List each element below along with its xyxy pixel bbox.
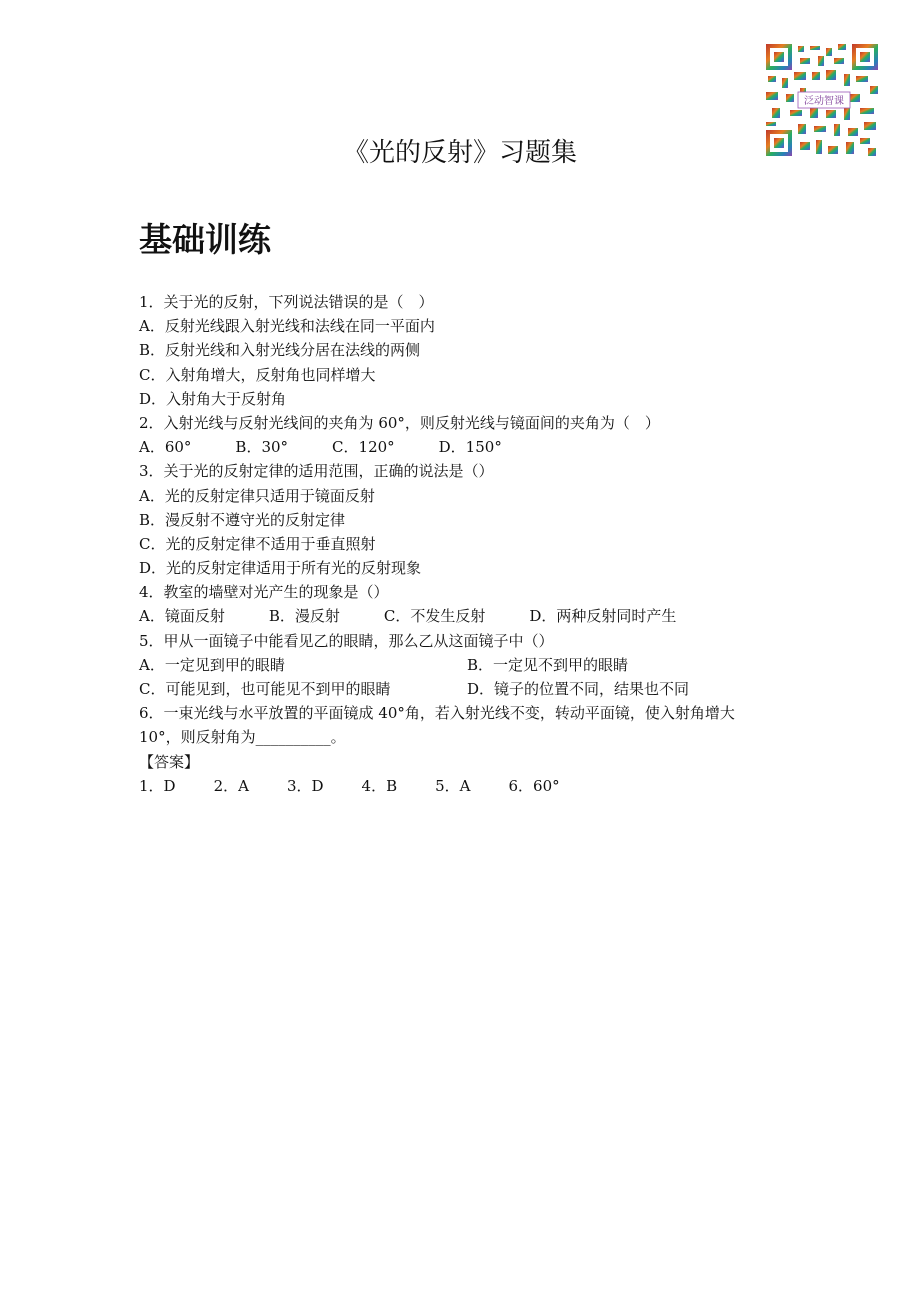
option: C．入射角增大，反射角也同样增大 (139, 365, 376, 384)
option: C．不发生反射 (383, 607, 486, 626)
answer-item: 6．60° (508, 776, 560, 795)
option: B．一定见不到甲的眼睛 (467, 655, 629, 674)
option: D．光的反射定律适用于所有光的反射现象 (139, 559, 422, 578)
option: B．反射光线和入射光线分居在法线的两侧 (139, 341, 421, 360)
option: B．漫反射不遵守光的反射定律 (139, 510, 346, 529)
question-stem: 3．关于光的反射定律的适用范围，正确的说法是（） (139, 462, 494, 481)
option-row (139, 653, 799, 677)
option: A．镜面反射 (139, 607, 225, 626)
question-stem: 1．关于光的反射，下列说法错误的是（ ） (139, 293, 434, 311)
question-stem: 4．教室的墙壁对光产生的现象是（） (139, 583, 389, 602)
option: D．两种反射同时产生 (529, 607, 677, 626)
option: C．可能见到，也可能见不到甲的眼睛 (139, 680, 391, 698)
section-heading: 基础训练 (139, 220, 271, 259)
answer-item: 3．D (286, 776, 324, 795)
question-stem: 5．甲从一面镜子中能看见乙的眼睛，那么乙从这面镜子中（） (139, 631, 554, 650)
question-stem: 2．入射光线与反射光线间的夹角为 60°，则反射光线与镜面间的夹角为（ ） (139, 413, 660, 432)
question-stem: 6．一束光线与水平放置的平面镜成 40°角，若入射光线不变，转动平面镜，使入射角增大 (139, 704, 735, 723)
answer-item: 4．B (361, 776, 398, 795)
option: D．入射角大于反射角 (139, 389, 287, 408)
option: A．光的反射定律只适用于镜面反射 (139, 486, 375, 505)
option: A．60° (139, 438, 192, 457)
question-list (139, 290, 799, 798)
qr-caption: 泛动智课 (804, 96, 844, 107)
option: B．漫反射 (268, 607, 340, 626)
answer-heading: 【答案】 (139, 752, 200, 771)
option: A．反射光线跟入射光线和法线在同一平面内 (139, 317, 435, 336)
option: C．120° (332, 438, 395, 457)
option: A．一定见到甲的眼睛 (139, 655, 285, 674)
answer-item: 1．D (139, 776, 176, 795)
option-row (139, 435, 799, 459)
question-stem-continued: 10°，则反射角为__________。 (139, 728, 346, 747)
option-row (139, 604, 799, 628)
option: C．光的反射定律不适用于垂直照射 (139, 534, 376, 553)
answer-item: 2．A (213, 776, 249, 795)
option: D．镜子的位置不同，结果也不同 (467, 680, 690, 698)
option: D．150° (438, 438, 502, 457)
answer-item: 5．A (435, 776, 471, 795)
answer-row (139, 774, 799, 798)
document-title: 《光的反射》习题集 (342, 138, 577, 168)
option: B．30° (235, 438, 289, 457)
option-row (139, 677, 799, 701)
